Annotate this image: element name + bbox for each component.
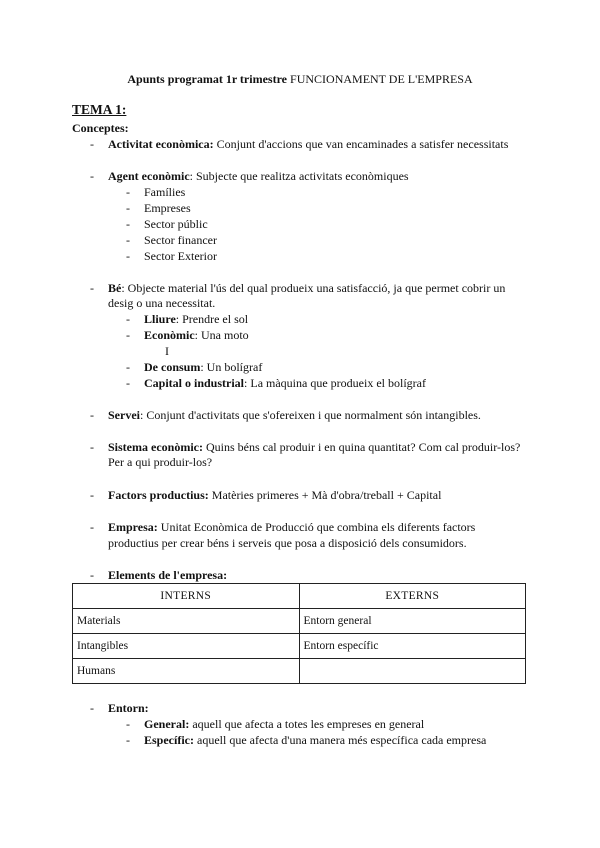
bullet-dash: - <box>126 185 130 199</box>
bullet-dash: - <box>126 249 130 263</box>
concept-term: Servei <box>108 408 140 422</box>
table-cell <box>299 659 526 684</box>
concept-entorn-heading: Entorn: <box>108 701 149 715</box>
table-row <box>73 634 526 659</box>
item-term: General: <box>144 717 190 731</box>
concept-definition: Quins béns cal produir i en quina quantitat? Com cal produir-los? <box>202 440 521 454</box>
table-header-interns: INTERNS <box>73 584 300 609</box>
bullet-dash: - <box>90 169 94 183</box>
item-term: De consum <box>144 360 201 374</box>
concept-definition: Conjunt d'accions que van encaminades a satisfer necessitats <box>213 137 509 151</box>
list-item: Famílies <box>144 185 186 199</box>
concept-definition-continued: productius per crear béns i serveis que posa a disposició dels consumidors. <box>108 536 467 550</box>
item-term: Capital o industrial <box>144 376 245 390</box>
bullet-dash: - <box>126 201 130 215</box>
list-item: Sector Exterior <box>144 249 217 263</box>
section-heading: TEMA 1: <box>72 102 127 117</box>
item-text: : Una moto <box>194 328 249 342</box>
list-item: Sector públic <box>144 217 208 231</box>
bullet-dash: - <box>126 217 130 231</box>
concept-definition: Unitat Econòmica de Producció que combina els diferents factors <box>157 520 476 534</box>
concept-servei <box>108 408 481 422</box>
list-item <box>144 733 486 747</box>
bullet-dash: - <box>90 701 94 715</box>
concept-factors <box>108 488 441 502</box>
bullet-dash: - <box>90 281 94 295</box>
concept-term: Sistema econòmic: <box>108 440 203 454</box>
table-cell: Entorn general <box>299 609 526 634</box>
subheading-conceptes: Conceptes: <box>72 121 129 135</box>
item-term: Específic: <box>144 733 194 747</box>
bullet-dash: - <box>126 328 130 342</box>
bullet-dash: - <box>90 568 94 582</box>
table-header-externs: EXTERNS <box>299 584 526 609</box>
table-header-row <box>73 584 526 609</box>
concept-activitat <box>108 137 508 151</box>
concept-definition: : Conjunt d'activitats que s'ofereixen i que normalment són intangibles. <box>140 408 481 422</box>
concept-sistema <box>108 440 520 454</box>
bullet-dash: - <box>126 717 130 731</box>
item-text: : La màquina que produeix el bolígraf <box>244 376 426 390</box>
bullet-dash: - <box>90 488 94 502</box>
concept-agent <box>108 169 409 183</box>
concept-be <box>108 281 505 295</box>
list-item <box>144 312 248 326</box>
text-cursor-mark: I <box>165 344 169 358</box>
concept-definition: Matèries primeres + Mà d'obra/treball + Capital <box>208 488 442 502</box>
bullet-dash: - <box>126 733 130 747</box>
concept-term: Factors productius: <box>108 488 209 502</box>
item-term: Econòmic <box>144 328 195 342</box>
item-text: : Prendre el sol <box>175 312 249 326</box>
concept-empresa <box>108 520 475 534</box>
bullet-dash: - <box>126 376 130 390</box>
table-row <box>73 609 526 634</box>
bullet-dash: - <box>126 360 130 374</box>
table-cell: Entorn específic <box>299 634 526 659</box>
list-item <box>144 328 249 342</box>
bullet-dash: - <box>90 137 94 151</box>
concept-definition: : Objecte material l'ús del qual produeix una satisfacció, ja que permet cobrir un <box>121 281 506 295</box>
concept-definition: : Subjecte que realitza activitats econòmiques <box>189 169 409 183</box>
item-text: aquell que afecta a totes les empreses en general <box>189 717 425 731</box>
item-text: aquell que afecta d'una manera més específica cada empresa <box>194 733 487 747</box>
item-text: : Un bolígraf <box>200 360 263 374</box>
document-title <box>0 72 600 86</box>
list-item: Empreses <box>144 201 191 215</box>
bullet-dash: - <box>90 440 94 454</box>
title-main: FUNCIONAMENT DE L'EMPRESA <box>290 72 473 86</box>
table-cell: Intangibles <box>73 634 300 659</box>
concept-term: Agent econòmic <box>108 169 190 183</box>
list-item: Sector financer <box>144 233 217 247</box>
concept-term: Bé <box>108 281 122 295</box>
concept-term: Empresa: <box>108 520 158 534</box>
table-cell: Humans <box>73 659 300 684</box>
concept-term: Activitat econòmica: <box>108 137 214 151</box>
bullet-dash: - <box>126 233 130 247</box>
bullet-dash: - <box>126 312 130 326</box>
bullet-dash: - <box>90 408 94 422</box>
bullet-dash: - <box>90 520 94 534</box>
elements-table <box>72 583 526 684</box>
title-prefix: Apunts programat 1r trimestre <box>127 72 291 86</box>
list-item <box>144 376 426 390</box>
concept-definition-continued: Per a qui produir-los? <box>108 455 213 469</box>
item-term: Lliure <box>144 312 176 326</box>
table-cell: Materials <box>73 609 300 634</box>
concept-elements-heading: Elements de l'empresa: <box>108 568 228 582</box>
concept-definition-continued: desig o una necessitat. <box>108 296 216 310</box>
list-item <box>144 717 424 731</box>
list-item <box>144 360 262 374</box>
table-row <box>73 659 526 684</box>
